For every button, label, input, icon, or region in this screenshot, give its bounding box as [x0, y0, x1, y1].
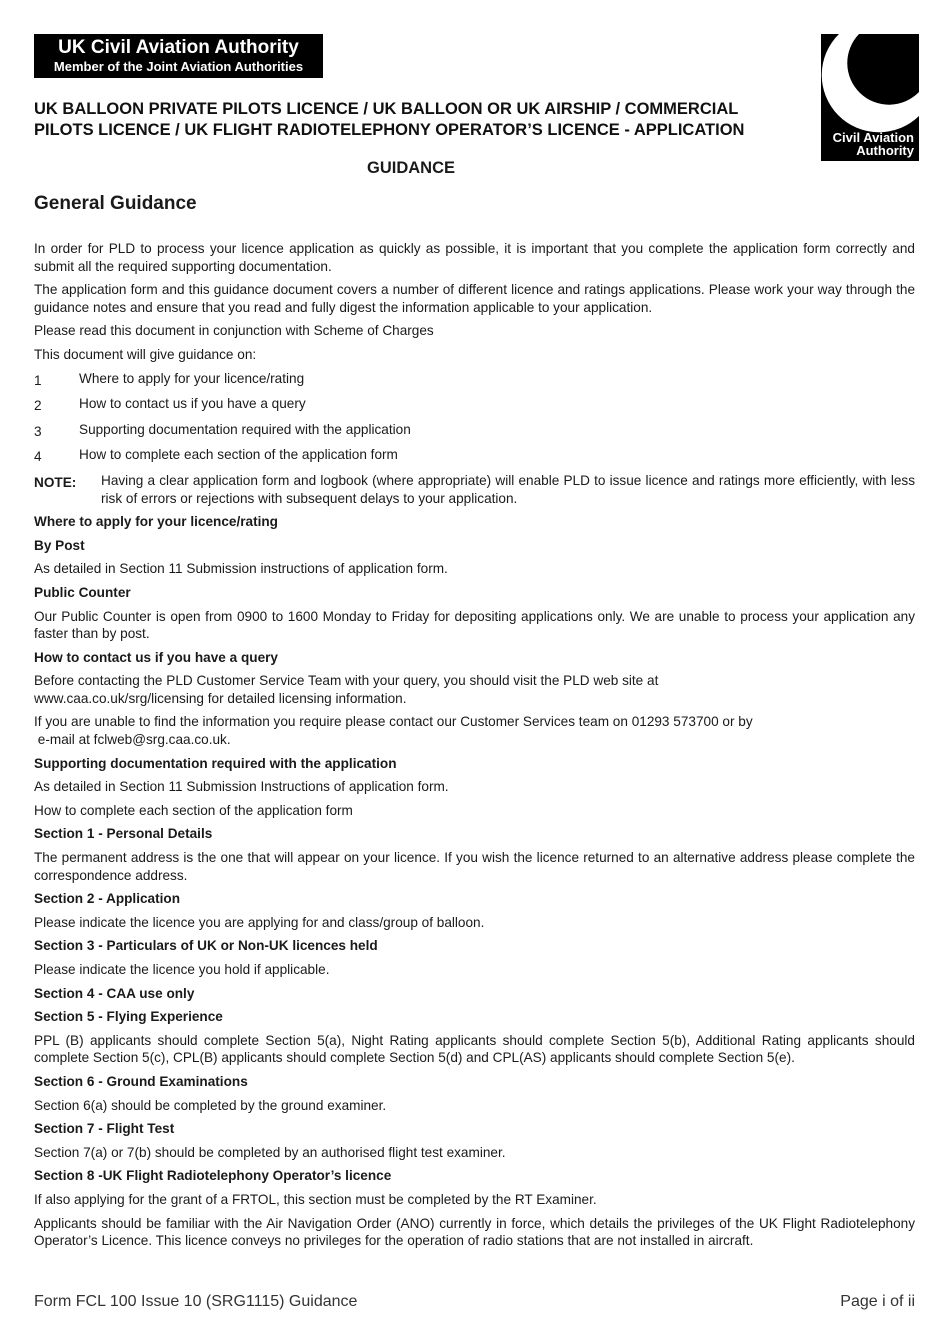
intro-paragraph-3: Please read this document in conjunction with Scheme of Charges	[34, 323, 434, 339]
section-8-heading: Section 8 -UK Flight Radiotelephony Operator’s licence	[34, 1168, 392, 1184]
section-7-text: Section 7(a) or 7(b) should be completed by an authorised flight test examiner.	[34, 1144, 506, 1160]
list-item	[34, 395, 915, 415]
logo-text-line1: Civil Aviation	[832, 130, 914, 145]
intro-paragraph-4: This document will give guidance on:	[34, 346, 257, 362]
contact-p1-line1: Before contacting the PLD Customer Service Team with your query, you should visit the PLD web site at	[34, 673, 659, 689]
page-footer	[34, 1293, 915, 1311]
general-guidance-heading: General Guidance	[34, 193, 197, 214]
section-6-text: Section 6(a) should be completed by the ground examiner.	[34, 1097, 387, 1113]
section-4-heading: Section 4 - CAA use only	[34, 985, 195, 1001]
page-number: Page i of ii	[840, 1293, 915, 1310]
where-heading: Where to apply for your licence/rating	[34, 514, 278, 530]
intro-paragraph-2: The application form and this guidance document covers a number of different licence and ratings applications. Please work your way through the guidance notes and ensure that you read and fully digest the information applicable to your application.	[34, 282, 915, 315]
section-3-text: Please indicate the licence you hold if applicable.	[34, 962, 330, 977]
list-text: How to contact us if you have a query	[79, 396, 306, 412]
list-text: Supporting documentation required with the application	[79, 421, 411, 437]
section-2-heading: Section 2 - Application	[34, 891, 181, 907]
public-counter-text: Our Public Counter is open from 0900 to 1600 Monday to Friday for depositing applications only. We are unable to process your application any faster than by post.	[34, 608, 915, 642]
badge-subtitle: Member of the Joint Aviation Authorities	[53, 59, 304, 74]
document-title	[34, 99, 804, 141]
title-line-1: UK BALLOON PRIVATE PILOTS LICENCE / UK BALLOON OR UK AIRSHIP / COMMERCIAL	[34, 100, 739, 118]
contact-email-link[interactable]: e-mail at fclweb@srg.caa.co.uk.	[34, 732, 231, 748]
badge-title: UK Civil Aviation Authority	[58, 37, 299, 58]
section-8-text-1: If also applying for the grant of a FRTOL, this section must be completed by the RT Examiner.	[34, 1191, 597, 1207]
list-item	[34, 446, 915, 466]
list-number: 3	[34, 423, 42, 439]
section-6-heading: Section 6 - Ground Examinations	[34, 1073, 248, 1089]
section-5-heading: Section 5 - Flying Experience	[34, 1009, 223, 1025]
list-item	[34, 421, 915, 441]
intro-paragraph-1: In order for PLD to process your licence application as quickly as possible, it is important that you complete the application form correctly and submit all the required supporting documentation.	[34, 241, 915, 274]
title-line-2: PILOTS LICENCE / UK FLIGHT RADIOTELEPHONY OPERATOR’S LICENCE - APPLICATION	[34, 121, 745, 139]
pld-website-link[interactable]: www.caa.co.uk/srg/licensing for detailed licensing information.	[34, 690, 407, 706]
note-label: NOTE:	[34, 474, 77, 490]
contact-heading: How to contact us if you have a query	[34, 649, 278, 665]
contact-paragraph-2	[34, 713, 915, 748]
caa-logo	[821, 34, 919, 161]
contact-paragraph-1	[34, 672, 915, 707]
note-block	[34, 472, 915, 507]
section-8-text-2: Applicants should be familiar with the Air Navigation Order (ANO) currently in force, which details the privileges of the UK Flight Radiotelephony Operator’s Licence. This licence conveys no privileges for the operation of radio stations that are not installed in aircraft.	[34, 1215, 915, 1249]
supporting-docs-heading: Supporting documentation required with the application	[34, 755, 397, 771]
list-text: How to complete each section of the application form	[79, 447, 398, 463]
section-1-heading: Section 1 - Personal Details	[34, 826, 213, 842]
supporting-docs-text: As detailed in Section 11 Submission Instructions of application form.	[34, 779, 449, 795]
list-text: Where to apply for your licence/rating	[79, 370, 305, 386]
how-to-complete-text: How to complete each section of the application form	[34, 802, 353, 818]
list-number: 2	[34, 398, 42, 414]
note-text: Having a clear application form and logbook (where appropriate) will enable PLD to issue licence and ratings more efficiently, with less risk of errors or rejections with subsequent delays to your application.	[101, 472, 915, 506]
guidance-heading: GUIDANCE	[366, 159, 455, 177]
list-item	[34, 370, 915, 390]
section-1-text: The permanent address is the one that will appear on your licence. If you wish the licence returned to an alternative address please complete the correspondence address.	[34, 850, 915, 883]
contact-p2-line1: If you are unable to find the information you require please contact our Customer Services team on 01293 573700 or by	[34, 714, 753, 730]
logo-text-line2: Authority	[856, 143, 914, 158]
section-7-heading: Section 7 - Flight Test	[34, 1121, 175, 1137]
list-number: 1	[34, 372, 42, 388]
list-number: 4	[34, 449, 42, 465]
caa-badge	[34, 34, 323, 78]
form-reference: Form FCL 100 Issue 10 (SRG1115) Guidance	[34, 1293, 358, 1310]
public-counter-heading: Public Counter	[34, 584, 131, 600]
section-2-text: Please indicate the licence you are applying for and class/group of balloon.	[34, 914, 485, 930]
by-post-heading: By Post	[34, 537, 85, 553]
guidance-body	[34, 240, 915, 1256]
section-3-heading: Section 3 - Particulars of UK or Non-UK licences held	[34, 938, 378, 954]
section-5-text: PPL (B) applicants should complete Section 5(a), Night Rating applicants should complete Section 5(b), Additional Rating applicants should complete Section 5(c), CPL(B) applicants should complete Section 5(d) and CPL(AS) applicants should complete Section 5(e).	[34, 1032, 915, 1066]
by-post-text: As detailed in Section 11 Submission instructions of application form.	[34, 561, 448, 577]
